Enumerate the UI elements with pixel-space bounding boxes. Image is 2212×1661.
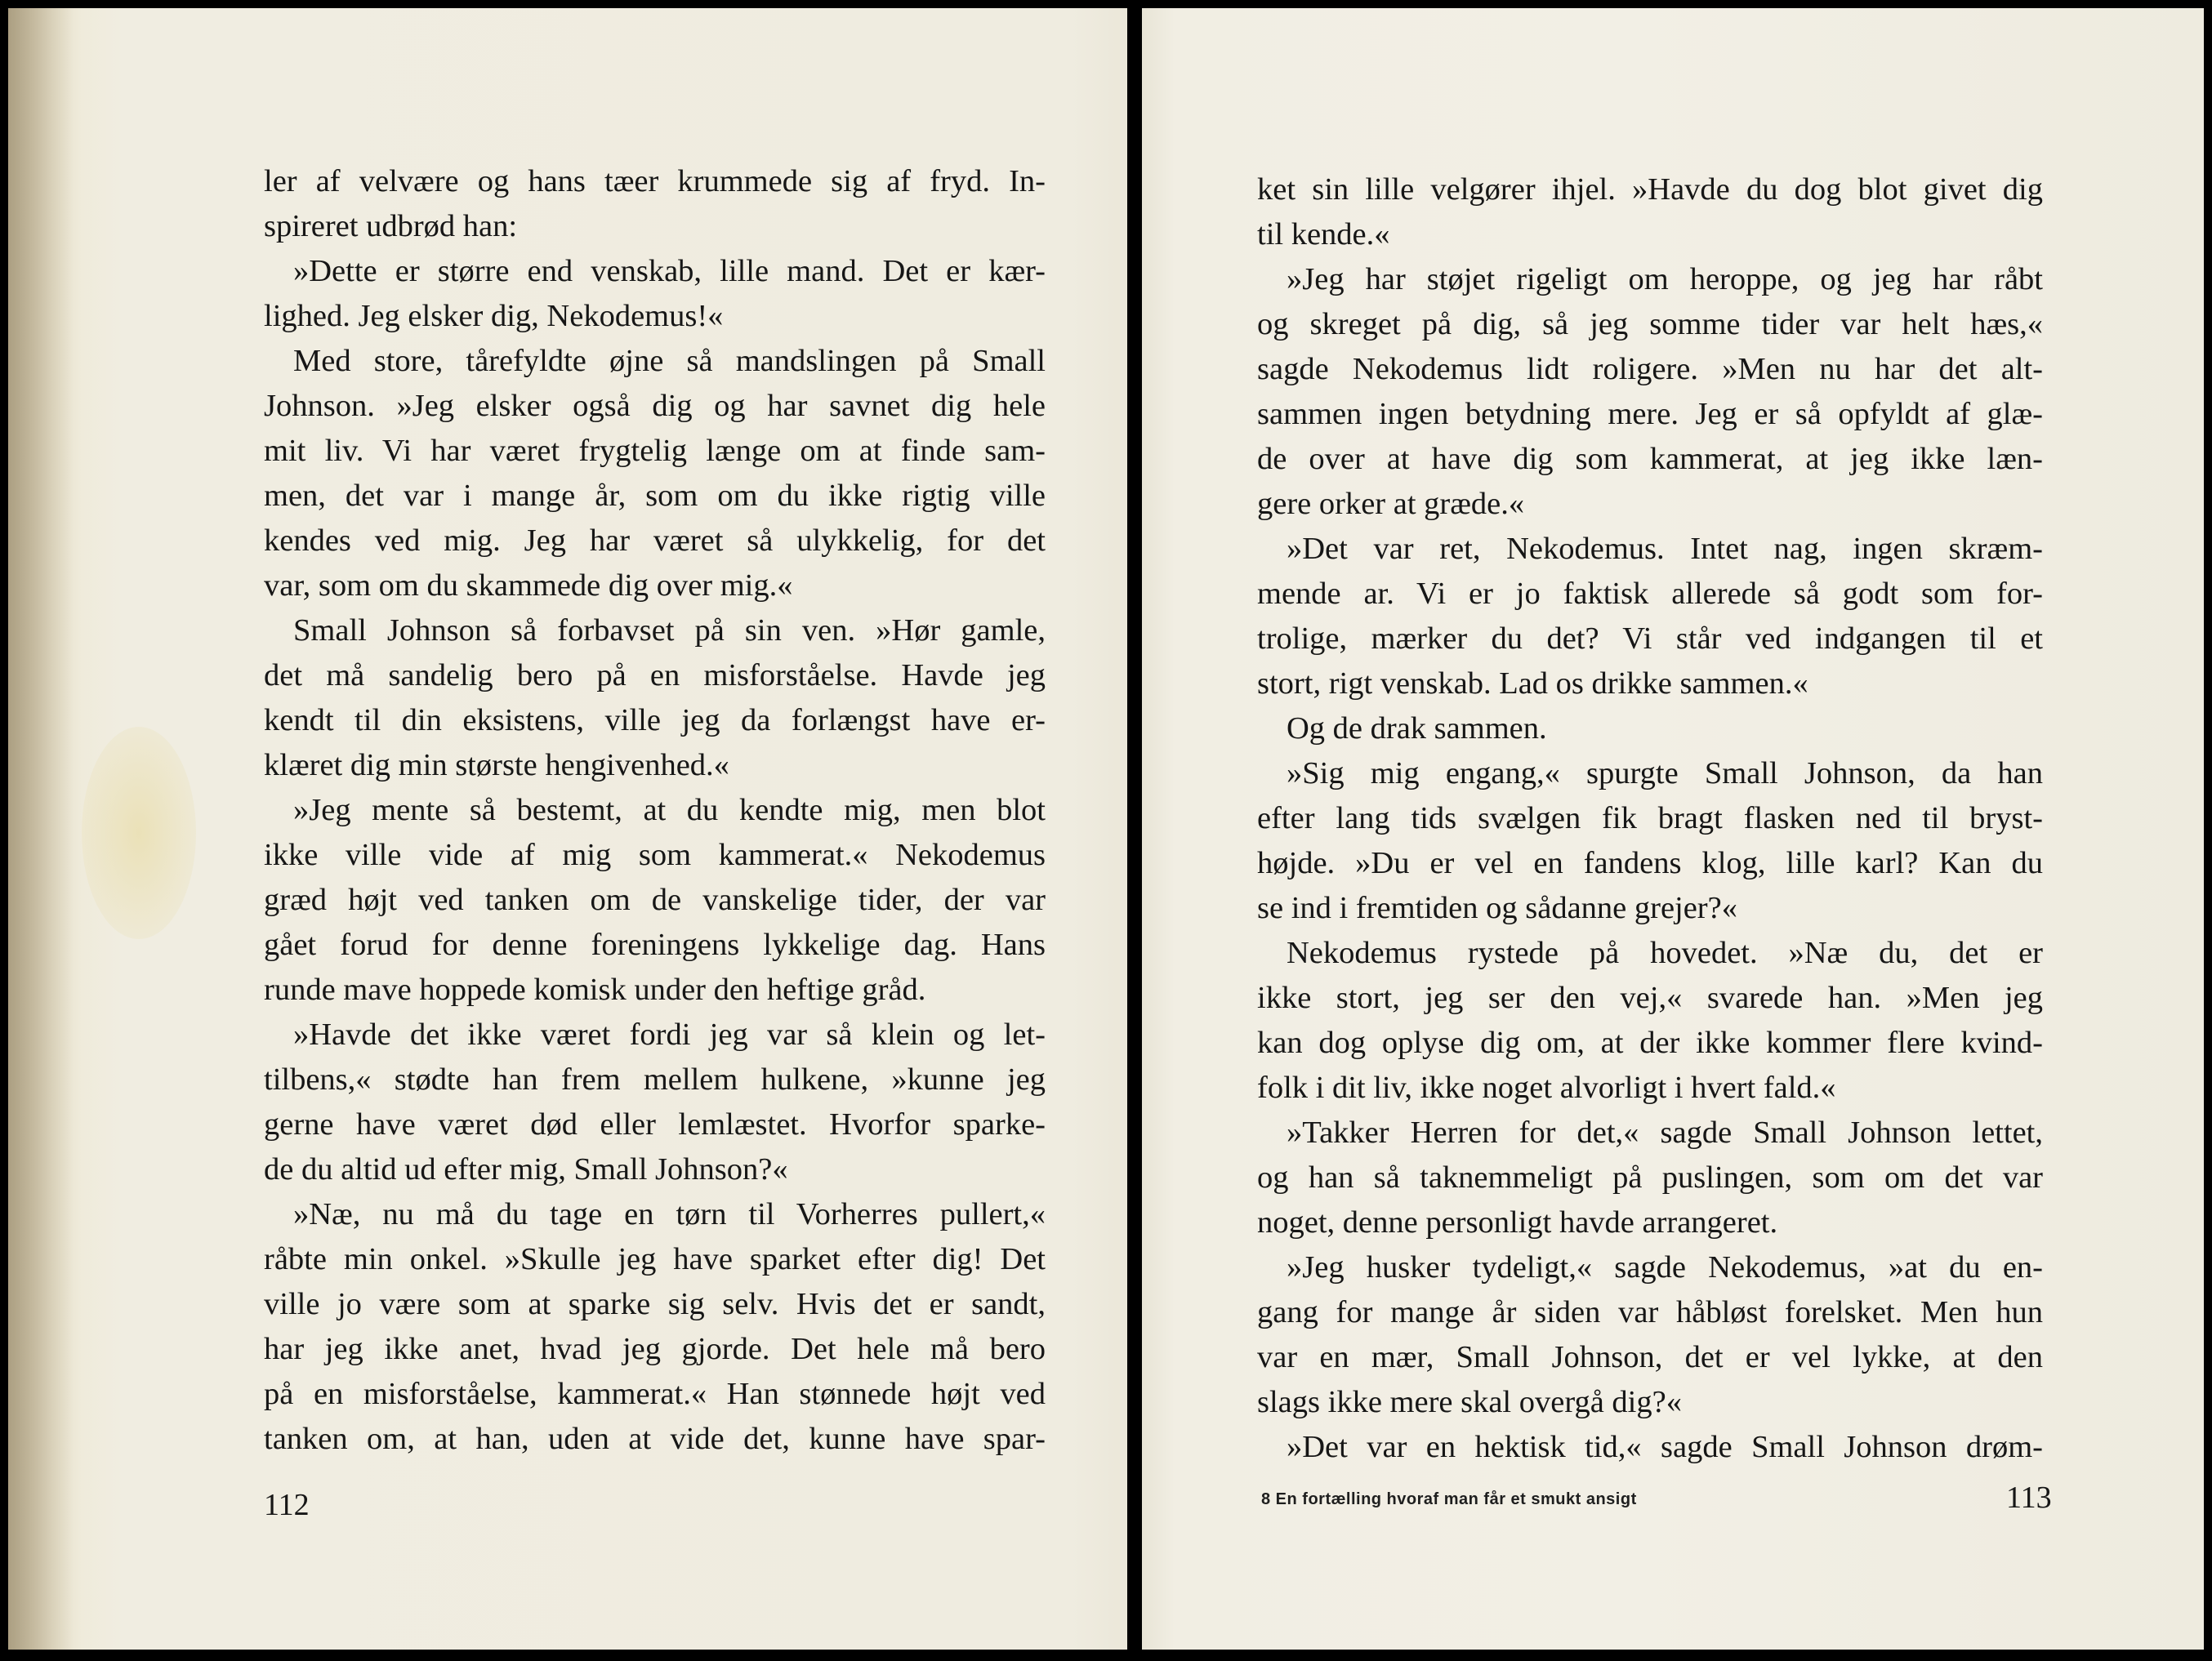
text-line: Johnson. »Jeg elsker også dig og har savnet dig hele xyxy=(264,389,1046,423)
text-line: runde mave hoppede komisk under den heftige gråd. xyxy=(264,973,926,1007)
text-line: slags ikke mere skal overgå dig?« xyxy=(1257,1385,1682,1419)
page-edge-shadow xyxy=(8,8,74,1650)
text-line: gere orker at græde.« xyxy=(1257,487,1525,521)
text-line: Og de drak sammen. xyxy=(1287,711,1547,746)
text-line: sagde Nekodemus lidt roligere. »Men nu har det alt- xyxy=(1257,352,2043,386)
text-line: mende ar. Vi er jo faktisk allerede så godt som for- xyxy=(1257,577,2043,611)
right-page xyxy=(1142,8,2204,1650)
text-line: Small Johnson så forbavset på sin ven. »Hør gamle, xyxy=(293,613,1046,648)
text-line: ikke stort, jeg ser den vej,« svarede han. »Men jeg xyxy=(1257,981,2043,1015)
text-line: græd højt ved tanken om de vanskelige tider, der var xyxy=(264,883,1046,917)
text-line: stort, rigt venskab. Lad os drikke sammen.« xyxy=(1257,666,1808,701)
text-line: ler af velvære og hans tæer krummede sig af fryd. In- xyxy=(264,164,1046,198)
text-line: kendes ved mig. Jeg har været så ulykkelig, for det xyxy=(264,523,1046,558)
signature-footer: 8 En fortælling hvoraf man får et smukt ansigt xyxy=(1261,1490,1637,1508)
text-line: »Havde det ikke været fordi jeg var så klein og let- xyxy=(293,1018,1046,1052)
text-line: til kende.« xyxy=(1257,217,1390,252)
text-line: klæret dig min største hengivenhed.« xyxy=(264,748,729,782)
text-line: har jeg ikke anet, hvad jeg gjorde. Det hele må bero xyxy=(264,1332,1046,1366)
text-line: ket sin lille velgører ihjel. »Havde du dog blot givet dig xyxy=(1257,172,2043,207)
text-line: »Det var ret, Nekodemus. Intet nag, ingen skræm- xyxy=(1287,532,2043,566)
text-line: Nekodemus rystede på hovedet. »Næ du, det er xyxy=(1287,936,2043,970)
text-line: men, det var i mange år, som om du ikke rigtig ville xyxy=(264,479,1046,513)
text-line: tilbens,« stødte han frem mellem hulkene, »kunne jeg xyxy=(264,1062,1046,1097)
text-line: kan dog oplyse dig om, at der ikke kommer flere kvind- xyxy=(1257,1026,2043,1060)
text-line: folk i dit liv, ikke noget alvorligt i hvert fald.« xyxy=(1257,1071,1836,1105)
text-line: sammen ingen betydning mere. Jeg er så opfyldt af glæ- xyxy=(1257,397,2043,431)
text-line: Med store, tårefyldte øjne så mandslingen på Small xyxy=(293,344,1046,378)
text-line: højde. »Du er vel en fandens klog, lille karl? Kan du xyxy=(1257,846,2043,880)
text-line: mit liv. Vi har været frygtelig længe om at finde sam- xyxy=(264,434,1046,468)
text-line: lighed. Jeg elsker dig, Nekodemus!« xyxy=(264,299,724,333)
paper-stain xyxy=(82,727,196,939)
text-line: råbte min onkel. »Skulle jeg have sparket efter dig! Det xyxy=(264,1242,1046,1276)
text-line: noget, denne personligt havde arrangeret. xyxy=(1257,1205,1778,1240)
text-line: på en misforståelse, kammerat.« Han stønnede højt ved xyxy=(264,1377,1046,1411)
text-line: se ind i fremtiden og sådanne grejer?« xyxy=(1257,891,1737,925)
text-line: gang for mange år siden var håbløst forelsket. Men hun xyxy=(1257,1295,2043,1329)
left-page xyxy=(8,8,1127,1650)
text-line: »Jeg mente så bestemt, at du kendte mig, men blot xyxy=(293,793,1046,827)
text-line: gerne have været død eller lemlæstet. Hvorfor sparke- xyxy=(264,1107,1046,1142)
text-line: spireret udbrød han: xyxy=(264,209,518,243)
text-line: »Jeg husker tydeligt,« sagde Nekodemus, »at du en- xyxy=(1287,1250,2043,1285)
right-page-number: 113 xyxy=(2006,1481,2052,1515)
text-line: »Næ, nu må du tage en tørn til Vorherres pullert,« xyxy=(293,1197,1046,1231)
text-line: var en mær, Small Johnson, det er vel lykke, at den xyxy=(1257,1340,2043,1374)
left-page-number: 112 xyxy=(264,1488,310,1522)
text-line: ville jo være som at sparke sig selv. Hvis det er sandt, xyxy=(264,1287,1046,1321)
text-line: tanken om, at han, uden at vide det, kunne have spar- xyxy=(264,1422,1046,1456)
text-line: »Det var en hektisk tid,« sagde Small Johnson drøm- xyxy=(1287,1430,2043,1464)
text-line: trolige, mærker du det? Vi står ved indgangen til et xyxy=(1257,621,2043,656)
left-page-body-text xyxy=(264,159,1046,1462)
text-line: og han så taknemmeligt på puslingen, som om det var xyxy=(1257,1160,2043,1195)
text-line: kendt til din eksistens, ville jeg da forlængst have er- xyxy=(264,703,1046,737)
text-line: »Dette er større end venskab, lille mand. Det er kær- xyxy=(293,254,1046,288)
text-line: de du altid ud efter mig, Small Johnson?« xyxy=(264,1152,788,1187)
right-page-body-text xyxy=(1257,167,2043,1470)
text-line: de over at have dig som kammerat, at jeg ikke læn- xyxy=(1257,442,2043,476)
text-line: »Jeg har støjet rigeligt om heroppe, og jeg har råbt xyxy=(1287,262,2043,296)
text-line: var, som om du skammede dig over mig.« xyxy=(264,568,793,603)
text-line: efter lang tids svælgen fik bragt flasken ned til bryst- xyxy=(1257,801,2043,835)
text-line: »Sig mig engang,« spurgte Small Johnson, da han xyxy=(1287,756,2043,790)
text-line: og skreget på dig, så jeg somme tider var helt hæs,« xyxy=(1257,307,2043,341)
text-line: det må sandelig bero på en misforståelse. Havde jeg xyxy=(264,658,1046,692)
text-line: ikke ville vide af mig som kammerat.« Nekodemus xyxy=(264,838,1046,872)
text-line: »Takker Herren for det,« sagde Small Johnson lettet, xyxy=(1287,1115,2043,1150)
text-line: gået forud for denne foreningens lykkelige dag. Hans xyxy=(264,928,1046,962)
